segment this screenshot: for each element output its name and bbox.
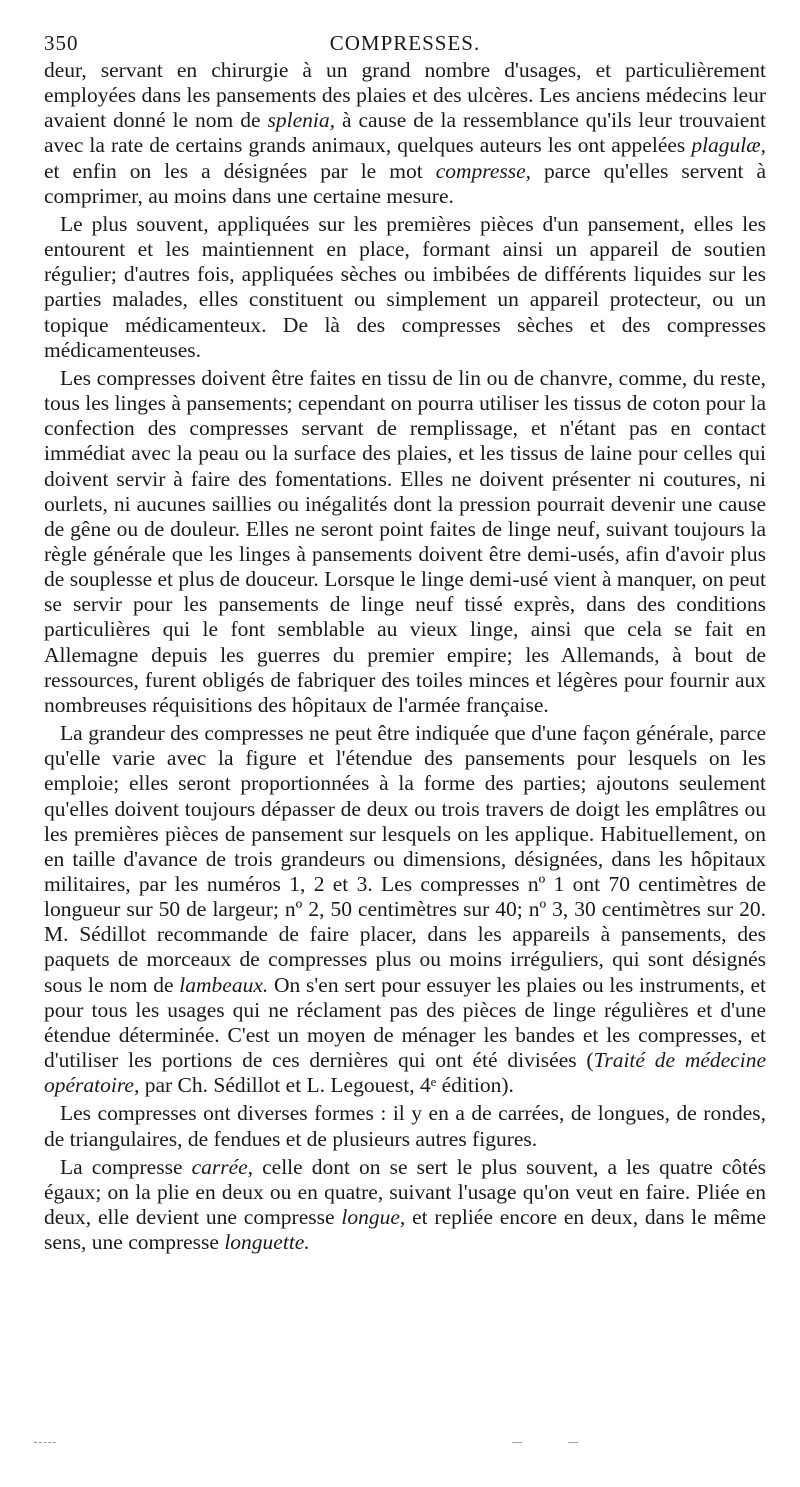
page-number: 350 xyxy=(44,31,79,55)
italic-term: Traité de médecine opératoire, xyxy=(44,1048,766,1098)
paragraph-text: Les compresses ont diverses formes : il y en a de carrées, de longues, de rondes, de triangulaires, de fendues et de plusieurs autres figures. xyxy=(44,1101,766,1151)
italic-term: longuette. xyxy=(224,1230,310,1255)
paragraph xyxy=(44,721,766,1098)
body-text xyxy=(44,58,766,1255)
italic-term: longue, xyxy=(341,1205,406,1230)
paragraph-text: et enfin on les a désignées par le mot xyxy=(44,158,436,183)
italic-term: splenia, xyxy=(267,108,336,133)
paragraph-text: Les compresses doivent être faites en tissu de lin ou de chanvre, comme, du reste, tous les linges à pansements; cependant on pourra utiliser les tissus de coton pour la confection des compresses servant de remplissage, et n'étant pas en contact immédiat avec la peau ou la surface des plaies, et les tissus de laine pour celles qui doivent servir à faire des fomentations. Elles ne doivent présenter ni coutures, ni ourlets, ni aucunes saillies ou inégalités dont la pression pourrait devenir une cause de gêne ou de douleur. Elles ne seront point faites de linge neuf, suivant toujours la règle générale que les linges à pansements doivent être demi-usés, afin d'avoir plus de souplesse et plus de douceur. Lorsque le linge demi-usé vient à manquer, on peut se servir pour les pansements de linge neuf tissé exprès, dans des conditions particulières qui le font semblable au vieux linge, ainsi que cela se fait en Allemagne depuis les guerres du premier empire; les Allemands, à bout de ressources, furent obligés de fabriquer des toiles minces et légères pour fournir aux nombreuses réquisitions des hôpitaux de l'armée française. xyxy=(44,365,766,717)
bottom-margin-mark xyxy=(34,1442,56,1447)
paragraph xyxy=(44,1155,766,1256)
paragraph-text: deur, servant en chirurgie à un grand nombre d'usages, et particulièrement employées dans les pansements des plaies et des ulcères. Les anciens médecins leur avaient donné le nom de xyxy=(44,58,766,133)
paragraph xyxy=(44,1101,766,1151)
paragraph-text: On s'en sert pour essuyer les plaies ou les instruments, et pour tous les usages qui ne réclament pas des pièces de linge régulières et d'une étendue déterminée. C'est un moyen de ménager les bandes et les compresses, et d'utiliser les portions de ces dernières qui ont été divisées ( xyxy=(44,972,766,1073)
bottom-margin-mark xyxy=(568,1442,578,1447)
paragraph-text: celle dont on se sert le plus souvent, a les quatre côtés égaux; on la plie en deux ou en quatre, suivant l'usage qu'on veut en faire. Pliée en deux, elle devient une compresse xyxy=(44,1154,767,1230)
paragraph-text: Le plus souvent, appliquées sur les premières pièces d'un pansement, elles les entourent et les maintiennent en place, formant ainsi un appareil de soutien régulier; d'autres fois, appliquées sèches ou imbibées de différents liquides sur les parties malades, elles constituent ou simplement un appareil protecteur, ou un topique médicamenteux. De là des compresses sèches et des compresses médicamenteuses. xyxy=(44,211,766,362)
paragraph xyxy=(44,58,766,209)
running-title: COMPRESSES. xyxy=(329,31,481,55)
italic-term: compresse, xyxy=(435,158,532,183)
italic-term: lambeaux. xyxy=(179,972,269,997)
paragraph-text: et repliée encore en deux, dans le même sens, une compresse xyxy=(44,1205,766,1255)
paragraph-text: La compresse xyxy=(60,1154,192,1179)
italic-term: carrée, xyxy=(191,1154,254,1179)
paragraph-text: parce qu'elles servent à comprimer, au moins dans une certaine mesure. xyxy=(44,158,766,208)
paragraph-text: par Ch. Sédillot et L. Legouest, 4ᵉ édition). xyxy=(139,1073,514,1098)
book-page xyxy=(44,28,766,1255)
paragraph-text: La grandeur des compresses ne peut être indiquée que d'une façon générale, parce qu'elle varie avec la figure et l'étendue des pansements pour lesquels on les emploie; elles seront proportionnées à la forme des parties; ajoutons seulement qu'elles doivent toujours dépasser de deux ou trois travers de doigt les emplâtres ou les premières pièces de pansement sur lesquels on les applique. Habituellement, on en taille d'avance de trois grandeurs ou dimensions, désignées, dans les hôpitaux militaires, par les numéros 1, 2 et 3. Les compresses nº 1 ont 70 centimètres de longueur sur 50 de largeur; nº 2, 50 centimètres sur 40; nº 3, 30 centimètres sur 20. M. Sédillot recommande de faire placer, dans les appareils à pansements, des paquets de morceaux de compresses plus ou moins irréguliers, qui sont désignés sous le nom de xyxy=(44,721,766,997)
running-head xyxy=(44,28,766,58)
italic-term: plagulæ, xyxy=(691,133,766,158)
bottom-margin-mark xyxy=(512,1442,522,1447)
paragraph xyxy=(44,212,766,363)
paragraph xyxy=(44,366,766,718)
paragraph-text: à cause de la ressemblance qu'ils leur trouvaient avec la rate de certains grands animaux, quelques auteurs les ont appelées xyxy=(44,108,766,158)
